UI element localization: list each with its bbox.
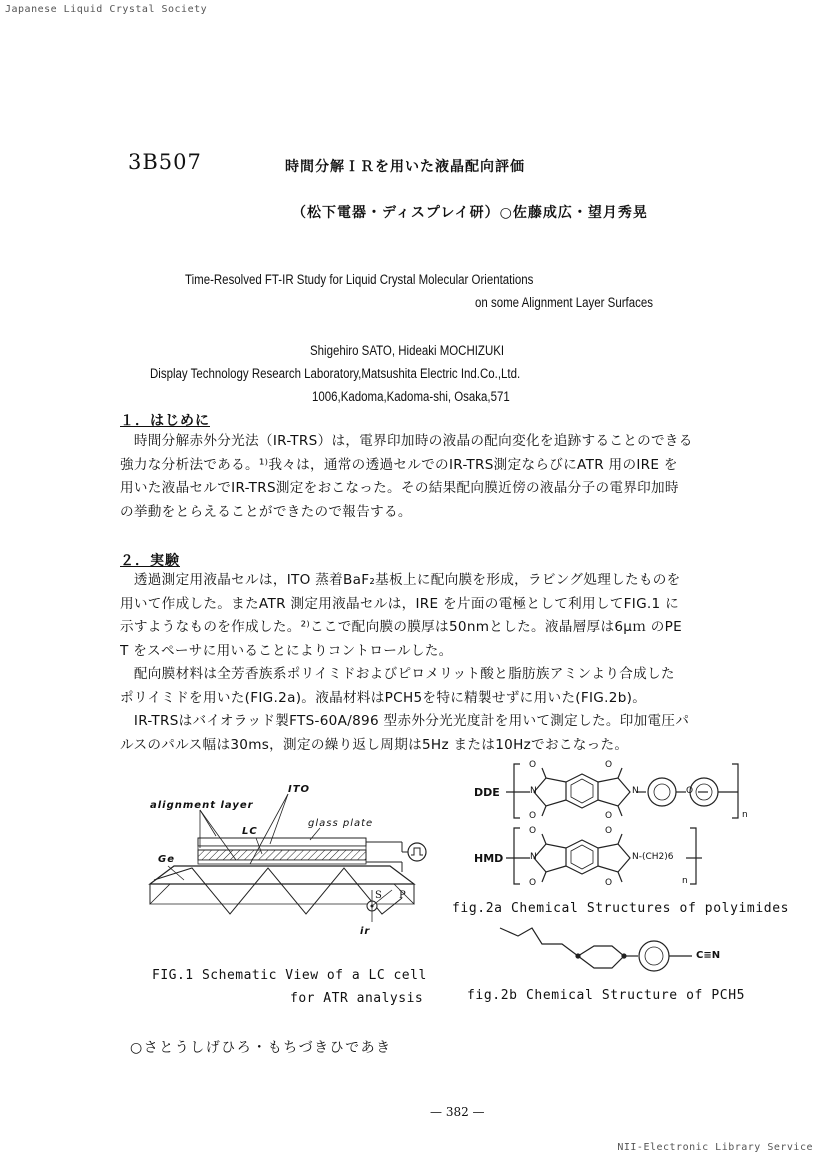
page-number: — 382 — xyxy=(430,1105,485,1119)
dde-label: DDE xyxy=(474,786,500,799)
label-glass-plate: glass plate xyxy=(308,818,374,829)
title-english-line-1: Time-Resolved FT-IR Study for Liquid Crystal Molecular Orientations xyxy=(185,272,534,287)
hmd-repeat-n: n xyxy=(682,876,688,886)
label-ge: Ge xyxy=(158,854,175,865)
paragraph-line: ポリイミドを用いた(FIG.2a)。液晶材料はPCH5を特に精製せずに用いた(FIG.2b)。 xyxy=(120,689,647,706)
title-english-line-2: on some Alignment Layer Surfaces xyxy=(475,295,653,310)
oxygen-label: O xyxy=(605,826,613,836)
paragraph-line: 透過測定用液晶セルは，ITO 蒸着BaF₂基板上に配向膜を形成，ラビング処理したものを xyxy=(120,572,681,588)
pch5-structure xyxy=(500,928,692,971)
figure-1-atr-cell xyxy=(140,780,440,950)
figure-2a-caption: fig.2a Chemical Structures of polyimides xyxy=(452,901,790,916)
oxygen-label: O xyxy=(529,811,537,821)
laboratory-english: Display Technology Research Laboratory,Matsushita Electric Ind.Co.,Ltd. xyxy=(150,366,521,381)
affiliation-japanese: （松下電器・ディスプレイ研）○佐藤成広・望月秀晃 xyxy=(292,205,648,221)
hexamethylene-label: N-(CH2)6 xyxy=(632,852,674,862)
paragraph-line: ルスのパルス幅は30ms，測定の繰り返し周期は5Hz または10Hzでおこなった。 xyxy=(120,736,629,753)
figure-1-caption xyxy=(152,964,427,1010)
figure-2-chemical-structures xyxy=(470,760,800,980)
ether-oxygen-label: O xyxy=(686,786,694,796)
nitrogen-label: N xyxy=(632,786,639,796)
address-english: 1006,Kadoma,Kadoma-shi, Osaka,571 xyxy=(312,389,510,404)
nitrogen-label: N xyxy=(530,852,537,862)
label-lc: LC xyxy=(242,826,258,837)
paragraph-line: 用いた液晶セルでIR-TRS測定をおこなった。その結果配向膜近傍の液晶分子の電界印加時 xyxy=(120,480,679,496)
dde-repeat-n: n xyxy=(742,810,748,820)
section-2-body xyxy=(120,569,795,757)
label-ir: ir xyxy=(360,926,371,937)
label-ito: ITO xyxy=(288,784,311,795)
label-alignment-layer: alignment layer xyxy=(150,800,254,811)
nitrogen-label: N xyxy=(530,786,537,796)
ito-layer xyxy=(198,846,366,850)
figure-1-caption-line-1: FIG.1 Schematic View of a LC cell xyxy=(152,968,427,983)
label-p: P xyxy=(399,890,407,901)
paragraph-line: 配向膜材料は全芳香族系ポリイミドおよびピロメリット酸と脂肪族アミンより合成した xyxy=(120,666,675,682)
oxygen-label: O xyxy=(605,878,613,888)
paragraph-line: T をスペーサに用いることによりコントロールした。 xyxy=(120,642,453,659)
footer-service: NII-Electronic Library Service xyxy=(617,1142,813,1153)
paragraph-line: の挙動をとらえることができたので報告する。 xyxy=(120,503,412,520)
paragraph-line: 時間分解赤外分光法（IR-TRS）は，電界印加時の液晶の配向変化を追跡することのできる xyxy=(120,433,693,449)
label-s: S xyxy=(375,890,383,901)
section-1-body xyxy=(120,430,795,524)
oxygen-label: O xyxy=(529,760,537,770)
oxygen-label: O xyxy=(529,878,537,888)
leader-line xyxy=(270,794,288,844)
alignment-layer xyxy=(198,860,366,864)
header-society: Japanese Liquid Crystal Society xyxy=(5,4,208,15)
paragraph-line: 強力な分析法である。¹⁾我々は，通常の透過セルでのIR-TRS測定ならびにATR 用のIRE を xyxy=(120,456,678,473)
paragraph-line: 用いて作成した。またATR 測定用液晶セルは，IRE を片面の電極として利用してFIG.1 に xyxy=(120,595,680,612)
author-reading: ○さとうしげひろ・もちづきひであき xyxy=(130,1040,392,1056)
paragraph-line: 示すようなものを作成した。²⁾ここで配向膜の膜厚は50nmとした。液晶層厚は6μｍ のPE xyxy=(120,619,683,635)
oxygen-label: O xyxy=(605,811,613,821)
title-japanese: 時間分解ＩＲを用いた液晶配向評価 xyxy=(285,159,525,175)
section-2-heading: ２．実験 xyxy=(120,553,180,569)
oxygen-label: O xyxy=(605,760,613,770)
hmd-label: HMD xyxy=(474,852,504,865)
oxygen-label: O xyxy=(529,826,537,836)
pulse-source-icon xyxy=(408,843,426,861)
paper-id: 3B507 xyxy=(128,150,202,174)
lc-layer xyxy=(198,850,366,860)
nitrile-label: C≡N xyxy=(696,950,721,961)
paragraph-line: IR-TRSはバイオラッド製FTS-60A/896 型赤外分光光度計を用いて測定した。印加電圧パ xyxy=(120,713,690,729)
figure-2b-caption: fig.2b Chemical Structure of PCH5 xyxy=(467,988,746,1003)
dde-structure xyxy=(506,764,738,818)
authors-english: Shigehiro SATO, Hideaki MOCHIZUKI xyxy=(310,343,505,358)
section-1-heading: １．はじめに xyxy=(120,413,210,429)
figure-1-caption-line-2: for ATR analysis xyxy=(290,991,424,1006)
